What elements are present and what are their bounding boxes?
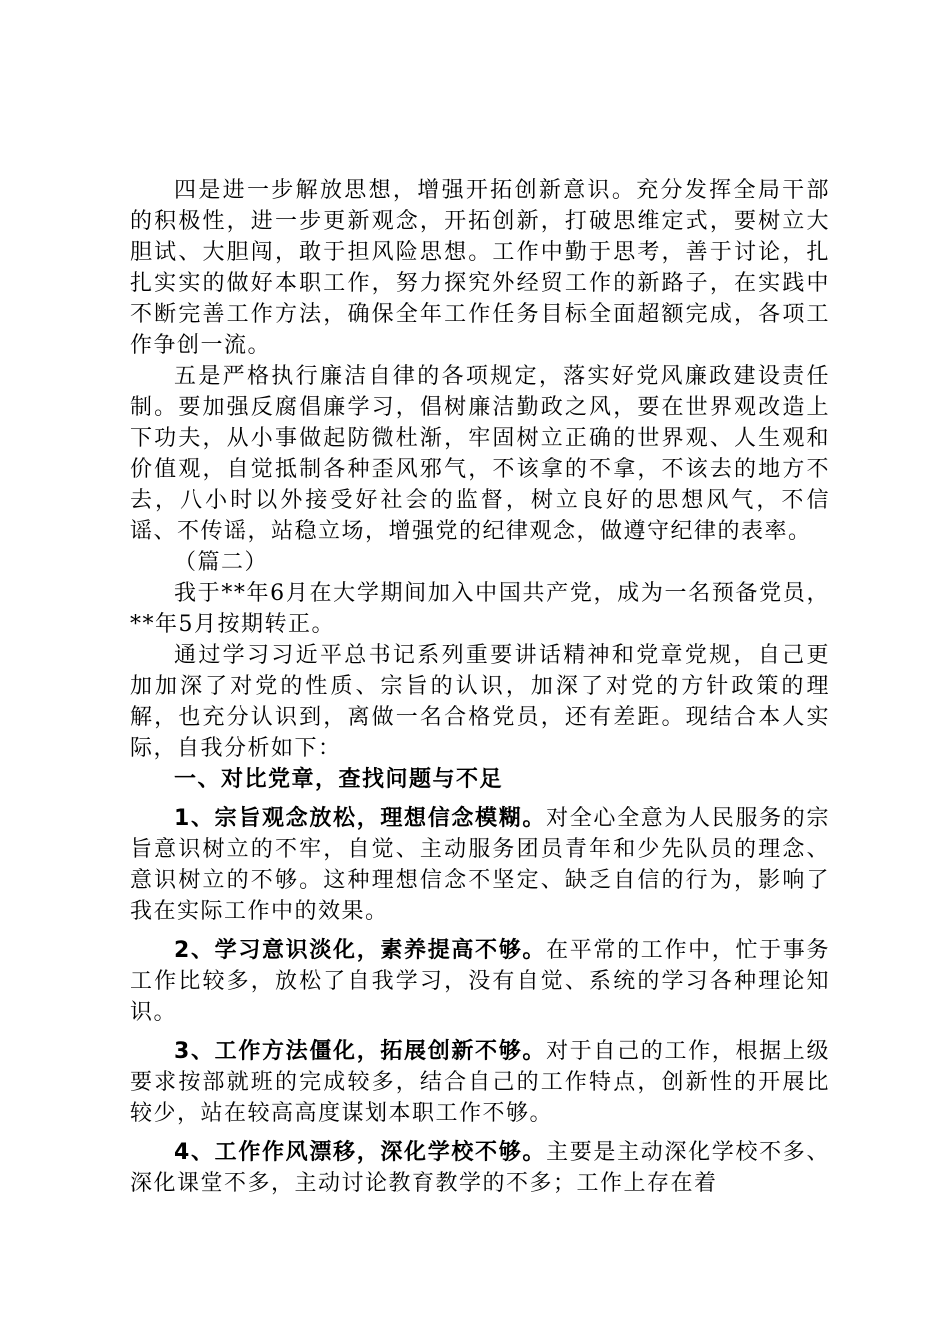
- paragraph-join-party: [130, 578, 830, 640]
- paragraph-text: 通过学习习近平总书记系列重要讲话精神和党章党规，自己更加加深了对党的性质、宗旨的认识，加深了对党的方针政策的理解，也充分认识到，离做一名合格党员，还有差距。现结合本人实际，自我分析如下：: [130, 643, 830, 761]
- item-text: 主要是主动深化学校不多、深化课堂不多，主动讨论教育教学的不多；工作上存在着: [130, 1140, 830, 1196]
- document-body: [130, 175, 830, 1199]
- paragraph-text: 我于**年6月在大学期间加入中国共产党，成为一名预备党员，**年5月按期转正。: [130, 581, 830, 637]
- list-item-4: [130, 1137, 830, 1199]
- section-heading: 一、对比党章，查找问题与不足: [174, 767, 504, 792]
- item-lead: 4、工作作风漂移，深化学校不够。: [174, 1140, 547, 1165]
- paragraph-self-analysis-intro: [130, 640, 830, 764]
- paragraph-text: 五是严格执行廉洁自律的各项规定，落实好党风廉政建设责任制。要加强反腐倡廉学习，倡树廉洁勤政之风，要在世界观改造上下功夫，从小事做起防微杜渐，牢固树立正确的世界观、人生观和价值观，自觉抵制各种歪风邪气，不该拿的不拿，不该去的地方不去，八小时以外接受好社会的监督，树立良好的思想风气，不信谣、不传谣，站稳立场，增强党的纪律观念，做遵守纪律的表率。: [130, 364, 830, 544]
- paragraph-text: （篇二）: [174, 550, 269, 575]
- paragraph-five: [130, 361, 830, 547]
- paragraph-four: [130, 175, 830, 361]
- item-text: 对全心全意为人民服务的宗旨意识树立的不牢，自觉、主动服务团员青年和少先队员的理念、意识树立的不够。这种理想信念不坚定、缺乏自信的行为，影响了我在实际工作中的效果。: [130, 806, 830, 924]
- item-lead: 3、工作方法僵化，拓展创新不够。: [174, 1039, 547, 1064]
- list-item-2: [130, 935, 830, 1028]
- item-text: 在平常的工作中，忙于事务工作比较多，放松了自我学习，没有自觉、系统的学习各种理论知识。: [130, 938, 830, 1025]
- item-lead: 1、宗旨观念放松，理想信念模糊。: [174, 806, 547, 831]
- list-item-1: [130, 803, 830, 927]
- list-item-3: [130, 1036, 830, 1129]
- item-lead: 2、学习意识淡化，素养提高不够。: [174, 938, 547, 963]
- item-text: 对于自己的工作，根据上级要求按部就班的完成较多，结合自己的工作特点，创新性的开展比较少，站在较高高度谋划本职工作不够。: [130, 1039, 830, 1126]
- section-marker-part-two: [130, 547, 830, 578]
- paragraph-text: 四是进一步解放思想，增强开拓创新意识。充分发挥全局干部的积极性，进一步更新观念，开拓创新，打破思维定式，要树立大胆试、大胆闯，敢于担风险思想。工作中勤于思考，善于讨论，扎扎实实的做好本职工作，努力探究外经贸工作的新路子，在实践中不断完善工作方法，确保全年工作任务目标全面超额完成，各项工作争创一流。: [130, 178, 830, 358]
